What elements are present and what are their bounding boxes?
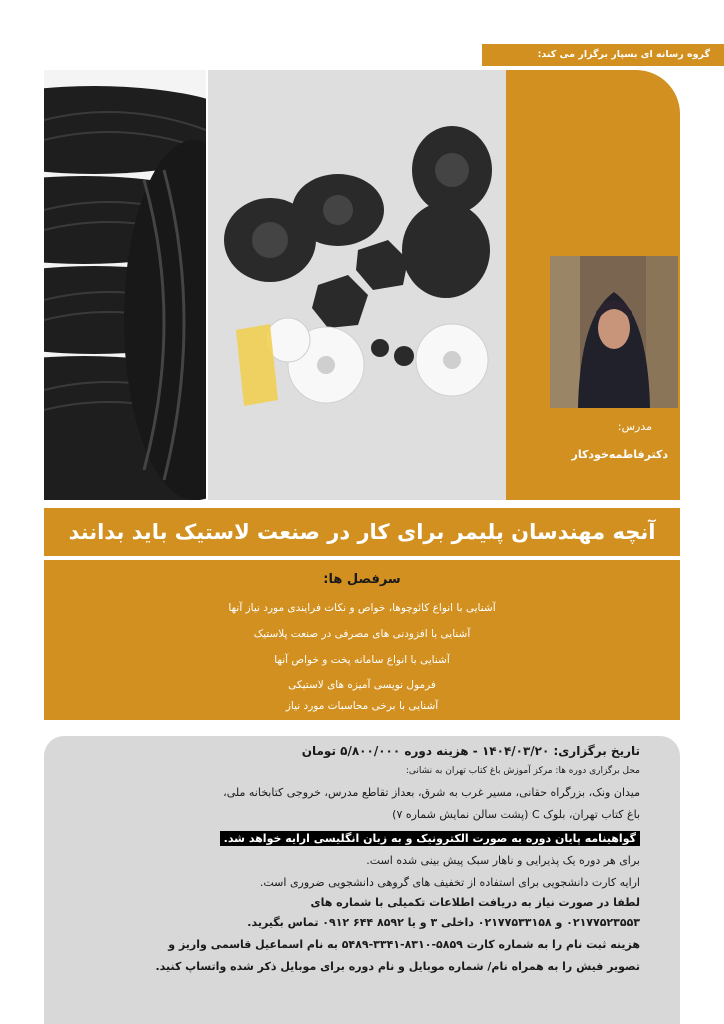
address-line: میدان ونک، بزرگراه حقانی، مسیر غرب به شرق، بعداز تقاطع مدرس، خروجی کتابخانه ملی، (223, 786, 640, 799)
address-line: باغ کتاب تهران، بلوک C (پشت سالن نمایش شماره ۷) (392, 808, 640, 821)
syllabus-item: آشنایی با انواع سامانه پخت و خواص آنها (274, 654, 450, 666)
date-fee: تاریخ برگزاری: ۱۴۰۴/۰۳/۲۰ - هزینه دوره ۵/۸۰۰/۰۰۰ تومان (301, 744, 640, 758)
course-title: آنچه مهندسان پلیمر برای کار در صنعت لاستیک باید بدانند (44, 508, 680, 556)
rubber-parts-photo (208, 70, 506, 500)
contact-line: لطفا در صورت نیاز به دریافت اطلاعات تکمیلی با شماره های (310, 896, 640, 909)
syllabus-panel (44, 560, 680, 720)
teacher-portrait (550, 256, 678, 408)
payment-line: هزینه ثبت نام را به شماره کارت ۵۸۵۹-۸۳۱۰-۳۳۴۱-۵۴۸۹ به نام اسماعیل قاسمی واریز و (168, 938, 640, 951)
syllabus-item: فرمول نویسی آمیزه های لاستیکی (288, 679, 436, 691)
certificate-note: گواهینامه پایان دوره به صورت الکترونیک و به زبان انگلیسی ارایه خواهد شد. (220, 831, 640, 846)
syllabus-title: سرفصل ها: (323, 572, 401, 587)
contact-numbers: ۰۲۱۷۷۵۲۳۵۵۳ و ۰۲۱۷۷۵۳۳۱۵۸ داخلی ۳ و یا ۸۵۹۲ ۶۴۴ ۰۹۱۲ تماس بگیرید. (247, 916, 640, 929)
student-note: ارایه کارت دانشجویی برای استفاده از تخفیف های گروهی دانشجویی ضروری است. (259, 876, 640, 889)
venue-label: محل برگزاری دوره ها: مرکز آموزش باغ کتاب تهران به نشانی: (405, 766, 640, 776)
syllabus-item: آشنایی با برخی محاسبات مورد نیاز (285, 700, 439, 712)
syllabus-item: آشنایی با افزودنی های مصرفی در صنعت پلاستیک (253, 628, 471, 640)
hero-photos (44, 70, 506, 500)
syllabus-item: آشنایی با انواع کائوچوها، خواص و نکات فرایندی مورد نیاز آنها (228, 602, 496, 614)
catering-note: برای هر دوره یک پذیرایی و ناهار سبک پیش بینی شده است. (366, 854, 640, 867)
payment-line: تصویر فیش را به همراه نام/ شماره موبایل و نام دوره برای موبایل ذکر شده واتساپ کنید. (155, 960, 640, 973)
teacher-label: مدرس: (617, 420, 652, 433)
tire-photo (44, 70, 206, 500)
teacher-name: دکترفاطمه‌خودکار (571, 448, 668, 461)
info-panel (44, 736, 680, 1024)
organizer-banner: گروه رسانه ای بسپار برگزار می کند: (482, 44, 724, 66)
